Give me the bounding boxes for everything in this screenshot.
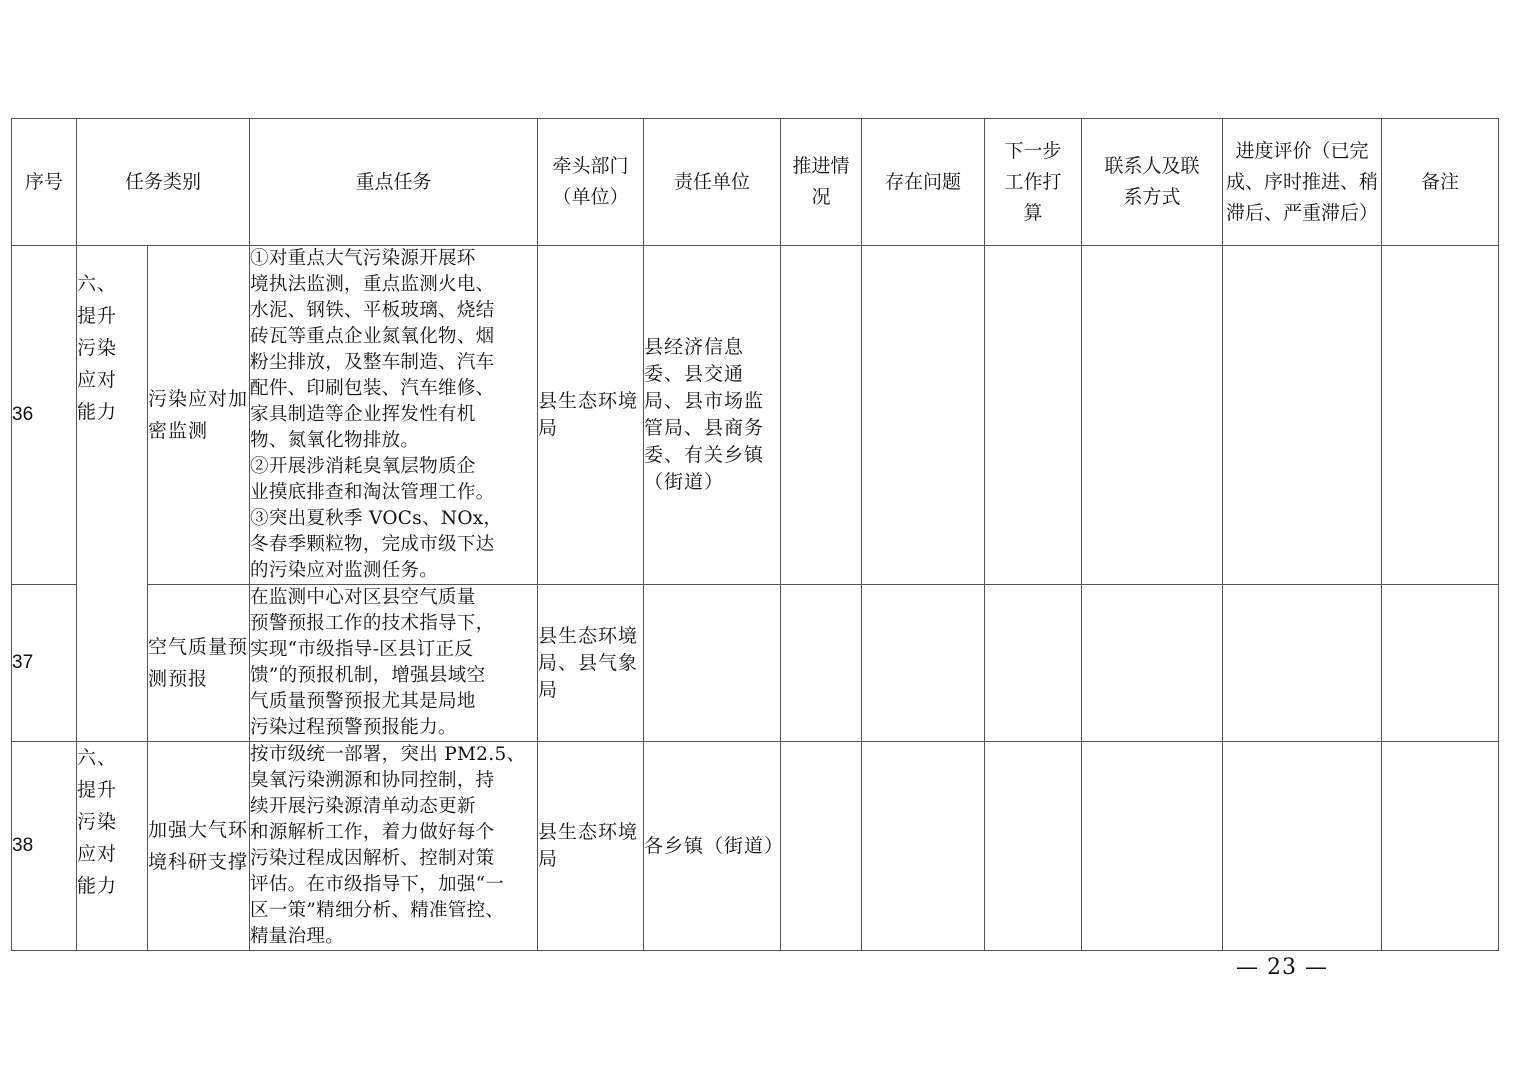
progress-cell[interactable] xyxy=(781,742,862,951)
table-row xyxy=(12,585,1499,742)
category-text: 六、提升污染应对能力 xyxy=(77,747,118,897)
next-plan-cell[interactable] xyxy=(985,742,1082,951)
task-line: 污染过程预警预报能力。 xyxy=(250,717,457,738)
table-row xyxy=(12,246,1499,585)
header-row xyxy=(12,119,1499,246)
evaluation-cell[interactable] xyxy=(1223,246,1382,585)
contact-cell[interactable] xyxy=(1082,742,1223,951)
header-next-plan: 下一步工作打算 xyxy=(985,119,1082,246)
next-plan-cell[interactable] xyxy=(985,585,1082,742)
task-line: 气质量预警预报尤其是局地 xyxy=(250,691,476,712)
task-line: 砖瓦等重点企业氮氧化物、烟 xyxy=(250,326,495,347)
task-line: 馈”的预报机制，增强县域空 xyxy=(250,665,486,686)
key-task-text xyxy=(250,246,538,585)
task-line: 预警预报工作的技术指导下， xyxy=(250,613,495,634)
task-subcategory: 加强大气环境科研支撑 xyxy=(148,742,250,951)
table-row xyxy=(12,742,1499,951)
header-contact: 联系人及联系方式 xyxy=(1082,119,1223,246)
issues-cell[interactable] xyxy=(862,585,985,742)
task-category xyxy=(77,246,148,742)
resp-unit xyxy=(644,585,781,742)
row-number: 38 xyxy=(12,742,77,951)
task-line: 物、氮氧化物排放。 xyxy=(250,430,420,451)
task-line: ②开展涉消耗臭氧层物质企 xyxy=(250,456,476,477)
contact-cell[interactable] xyxy=(1082,246,1223,585)
header-evaluation: 进度评价（已完成、序时推进、稍滞后、严重滞后） xyxy=(1223,119,1382,246)
task-subcategory: 污染应对加密监测 xyxy=(148,246,250,585)
page-number: — 23 — xyxy=(1236,955,1328,980)
task-line: 冬春季颗粒物，完成市级下达 xyxy=(250,534,495,555)
progress-cell[interactable] xyxy=(781,246,862,585)
task-line: 和源解析工作，着力做好每个 xyxy=(250,822,495,843)
header-seq: 序号 xyxy=(12,119,77,246)
task-line: 臭氧污染溯源和协同控制，持 xyxy=(250,770,495,791)
task-line: 配件、印刷包装、汽车维修、 xyxy=(250,378,495,399)
header-key-task: 重点任务 xyxy=(250,119,538,246)
header-category: 任务类别 xyxy=(77,119,250,246)
task-line: 精量治理。 xyxy=(250,926,345,947)
task-line: 续开展污染源清单动态更新 xyxy=(250,796,476,817)
task-line: 的污染应对监测任务。 xyxy=(250,560,439,581)
task-line: 污染过程成因解析、控制对策 xyxy=(250,848,495,869)
resp-unit: 各乡镇（街道） xyxy=(644,742,781,951)
lead-dept: 县生态环境局 xyxy=(538,246,644,585)
header-remarks: 备注 xyxy=(1382,119,1499,246)
header-lead-dept: 牵头部门（单位） xyxy=(538,119,644,246)
task-line: 家具制造等企业挥发性有机 xyxy=(250,404,476,425)
contact-cell[interactable] xyxy=(1082,585,1223,742)
task-line: 实现“市级指导-区县订正反 xyxy=(250,639,474,660)
row-number: 36 xyxy=(12,246,77,585)
header-progress: 推进情况 xyxy=(781,119,862,246)
lead-dept: 县生态环境局 xyxy=(538,742,644,951)
row-number: 37 xyxy=(12,585,77,742)
task-subcategory: 空气质量预测预报 xyxy=(148,585,250,742)
task-line: ①对重点大气污染源开展环 xyxy=(250,248,476,269)
evaluation-cell[interactable] xyxy=(1223,742,1382,951)
lead-dept: 县生态环境局、县气象局 xyxy=(538,585,644,742)
key-task-text xyxy=(250,742,538,951)
task-line: 评估。在市级指导下，加强“一 xyxy=(250,874,505,895)
key-task-text xyxy=(250,585,538,742)
task-table xyxy=(11,118,1499,951)
task-line: 水泥、钢铁、平板玻璃、烧结 xyxy=(250,300,495,321)
task-line: 在监测中心对区县空气质量 xyxy=(250,587,476,608)
issues-cell[interactable] xyxy=(862,246,985,585)
task-line: ③突出夏秋季 VOCs、NOx， xyxy=(250,508,503,529)
remarks-cell[interactable] xyxy=(1382,585,1499,742)
evaluation-cell[interactable] xyxy=(1223,585,1382,742)
header-resp-unit: 责任单位 xyxy=(644,119,781,246)
task-line: 区一策”精细分析、精准管控、 xyxy=(250,900,505,921)
progress-cell[interactable] xyxy=(781,585,862,742)
task-line: 业摸底排查和淘汰管理工作。 xyxy=(250,482,495,503)
remarks-cell[interactable] xyxy=(1382,246,1499,585)
category-text: 六、提升污染应对能力 xyxy=(77,273,118,423)
issues-cell[interactable] xyxy=(862,742,985,951)
task-line: 境执法监测，重点监测火电、 xyxy=(250,274,495,295)
next-plan-cell[interactable] xyxy=(985,246,1082,585)
task-category xyxy=(77,742,148,951)
remarks-cell[interactable] xyxy=(1382,742,1499,951)
task-line: 粉尘排放，及整车制造、汽车 xyxy=(250,352,495,373)
header-issues: 存在问题 xyxy=(862,119,985,246)
task-line: 按市级统一部署，突出 PM2.5、 xyxy=(250,744,526,765)
resp-unit: 县经济信息委、县交通局、县市场监管局、县商务委、有关乡镇（街道） xyxy=(644,246,781,585)
